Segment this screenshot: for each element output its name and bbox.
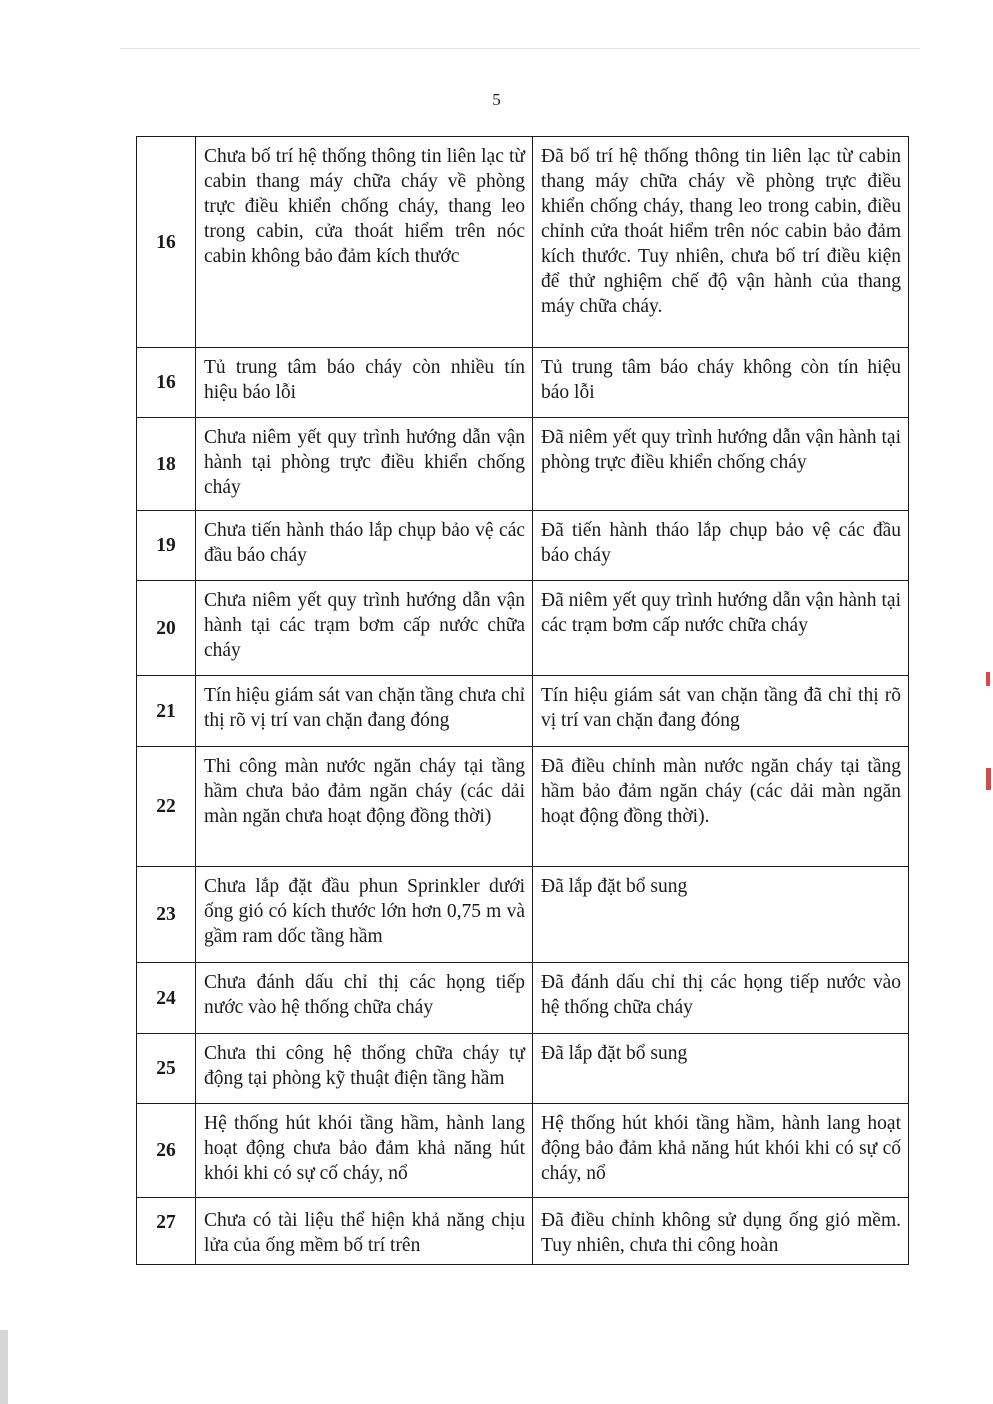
issue-cell: Chưa bố trí hệ thống thông tin liên lạc từ cabin thang máy chữa cháy về phòng trực điều khiển chống cháy, thang leo trong cabin, cửa thoát hiểm trên nóc cabin không bảo đảm kích thước	[196, 137, 533, 348]
row-number: 25	[137, 1034, 196, 1104]
findings-table	[136, 136, 909, 1265]
row-number: 16	[137, 348, 196, 418]
row-number: 18	[137, 418, 196, 511]
result-cell: Tín hiệu giám sát van chặn tầng đã chỉ thị rõ vị trí van chặn đang đóng	[533, 676, 909, 747]
result-cell: Đã bố trí hệ thống thông tin liên lạc từ cabin thang máy chữa cháy về phòng trực điều khiển chống cháy, thang leo trong cabin, điều chỉnh cửa thoát hiểm trên nóc cabin bảo đảm kích thước. Tuy nhiên, chưa bố trí điều kiện để thử nghiệm chế độ vận hành của thang máy chữa cháy.	[533, 137, 909, 348]
row-number: 24	[137, 963, 196, 1034]
result-cell: Đã điều chỉnh màn nước ngăn cháy tại tầng hầm bảo đảm ngăn cháy (các dải màn ngăn hoạt động đồng thời).	[533, 747, 909, 867]
table-row	[137, 1198, 909, 1265]
issue-cell: Chưa có tài liệu thể hiện khả năng chịu lửa của ống mềm bố trí trên	[196, 1198, 533, 1265]
scan-edge-left	[0, 1330, 8, 1404]
issue-cell: Chưa đánh dấu chỉ thị các họng tiếp nước vào hệ thống chữa cháy	[196, 963, 533, 1034]
row-number: 22	[137, 747, 196, 867]
row-number: 21	[137, 676, 196, 747]
issue-cell: Chưa niêm yết quy trình hướng dẫn vận hành tại các trạm bơm cấp nước chữa cháy	[196, 581, 533, 676]
issue-cell: Chưa tiến hành tháo lắp chụp bảo vệ các đầu báo cháy	[196, 511, 533, 581]
issue-cell: Tín hiệu giám sát van chặn tầng chưa chỉ thị rõ vị trí van chặn đang đóng	[196, 676, 533, 747]
table-row	[137, 747, 909, 867]
row-number: 16	[137, 137, 196, 348]
table-row	[137, 348, 909, 418]
table-row	[137, 581, 909, 676]
row-number: 20	[137, 581, 196, 676]
result-cell: Đã niêm yết quy trình hướng dẫn vận hành tại các trạm bơm cấp nước chữa cháy	[533, 581, 909, 676]
issue-cell: Thi công màn nước ngăn cháy tại tầng hầm chưa bảo đảm ngăn cháy (các dải màn ngăn chưa hoạt động đồng thời)	[196, 747, 533, 867]
row-number: 19	[137, 511, 196, 581]
result-cell: Đã đánh dấu chỉ thị các họng tiếp nước vào hệ thống chữa cháy	[533, 963, 909, 1034]
row-number: 27	[137, 1198, 196, 1265]
table-row	[137, 676, 909, 747]
table-row	[137, 511, 909, 581]
issue-cell: Chưa niêm yết quy trình hướng dẫn vận hành tại phòng trực điều khiển chống cháy	[196, 418, 533, 511]
table-row	[137, 1034, 909, 1104]
row-number: 23	[137, 867, 196, 963]
page-number: 5	[492, 90, 501, 109]
result-cell: Đã điều chỉnh không sử dụng ống gió mềm. Tuy nhiên, chưa thi công hoàn	[533, 1198, 909, 1265]
scan-red-mark-1	[986, 672, 990, 686]
result-cell: Tủ trung tâm báo cháy không còn tín hiệu báo lỗi	[533, 348, 909, 418]
issue-cell: Hệ thống hút khói tầng hầm, hành lang hoạt động chưa bảo đảm khả năng hút khói khi có sự cố cháy, nổ	[196, 1104, 533, 1198]
table-row	[137, 418, 909, 511]
result-cell: Đã lắp đặt bổ sung	[533, 867, 909, 963]
result-cell: Hệ thống hút khói tầng hầm, hành lang hoạt động bảo đảm khả năng hút khói khi có sự cố cháy, nổ	[533, 1104, 909, 1198]
row-number: 26	[137, 1104, 196, 1198]
issue-cell: Tủ trung tâm báo cháy còn nhiều tín hiệu báo lỗi	[196, 348, 533, 418]
result-cell: Đã lắp đặt bổ sung	[533, 1034, 909, 1104]
table-row	[137, 867, 909, 963]
result-cell: Đã niêm yết quy trình hướng dẫn vận hành tại phòng trực điều khiển chống cháy	[533, 418, 909, 511]
scan-edge-top	[120, 48, 920, 49]
issue-cell: Chưa lắp đặt đầu phun Sprinkler dưới ống gió có kích thước lớn hơn 0,75 m và gầm ram dốc tầng hầm	[196, 867, 533, 963]
table-row	[137, 1104, 909, 1198]
table-row	[137, 137, 909, 348]
issue-cell: Chưa thi công hệ thống chữa cháy tự động tại phòng kỹ thuật điện tầng hầm	[196, 1034, 533, 1104]
result-cell: Đã tiến hành tháo lắp chụp bảo vệ các đầu báo cháy	[533, 511, 909, 581]
scan-red-mark-2	[986, 768, 991, 790]
table-row	[137, 963, 909, 1034]
